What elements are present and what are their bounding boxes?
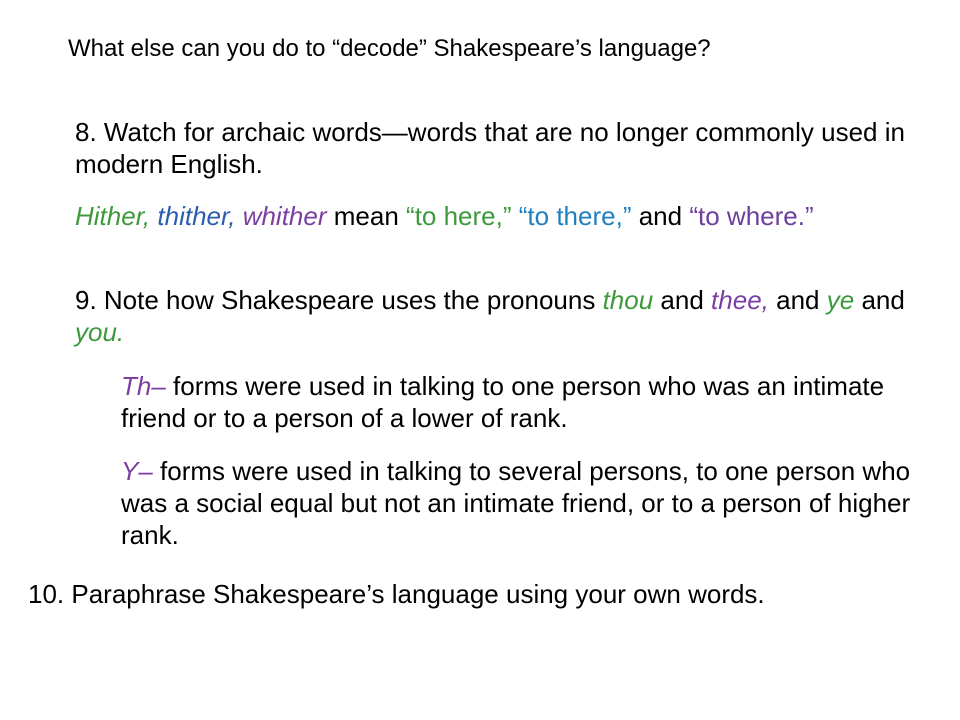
word-and: and — [638, 201, 683, 231]
th-forms-note — [121, 370, 951, 434]
meaning-to-where-end: where.” — [726, 201, 814, 231]
word-thither: thither, — [157, 201, 236, 231]
item-10-paraphrase: 10. Paraphrase Shakespeare’s language using your own words. — [28, 579, 765, 609]
th-forms-text: forms were used in talking to one person who was an intimate friend or to a person of a lower of rank. — [121, 371, 885, 433]
item-8-archaic-words: 8. Watch for archaic words—words that are no longer commonly used in modern English. — [75, 117, 905, 179]
y-forms-text: forms were used in talking to several persons, to one person who was a social equal but not an intimate friend, or to a person of higher rank. — [121, 456, 911, 550]
meaning-to-here: “to here,” — [406, 201, 512, 231]
item-9-pronouns — [75, 284, 945, 348]
pronoun-thou: thou — [602, 285, 654, 315]
slide-title: What else can you do to “decode” Shakespeare’s language? — [68, 35, 711, 62]
word-mean: mean — [333, 201, 399, 231]
word-hither: Hither, — [75, 201, 151, 231]
meaning-to-there: “to there,” — [518, 201, 632, 231]
pronoun-ye: ye — [826, 285, 855, 315]
y-forms-note — [121, 455, 951, 551]
meaning-to-where-start: “to — [689, 201, 720, 231]
th-label: Th– — [121, 371, 166, 401]
pronoun-thee: thee, — [711, 285, 769, 315]
archaic-words-example — [75, 200, 945, 232]
word-whither: whither — [242, 201, 327, 231]
y-label: Y– — [121, 456, 153, 486]
item-9-and-1: and — [660, 285, 704, 315]
item-9-prefix: 9. Note how Shakespeare uses the pronouns — [75, 285, 596, 315]
item-9-and-2: and — [776, 285, 820, 315]
pronoun-you: you. — [75, 317, 125, 347]
item-9-and-3: and — [861, 285, 905, 315]
